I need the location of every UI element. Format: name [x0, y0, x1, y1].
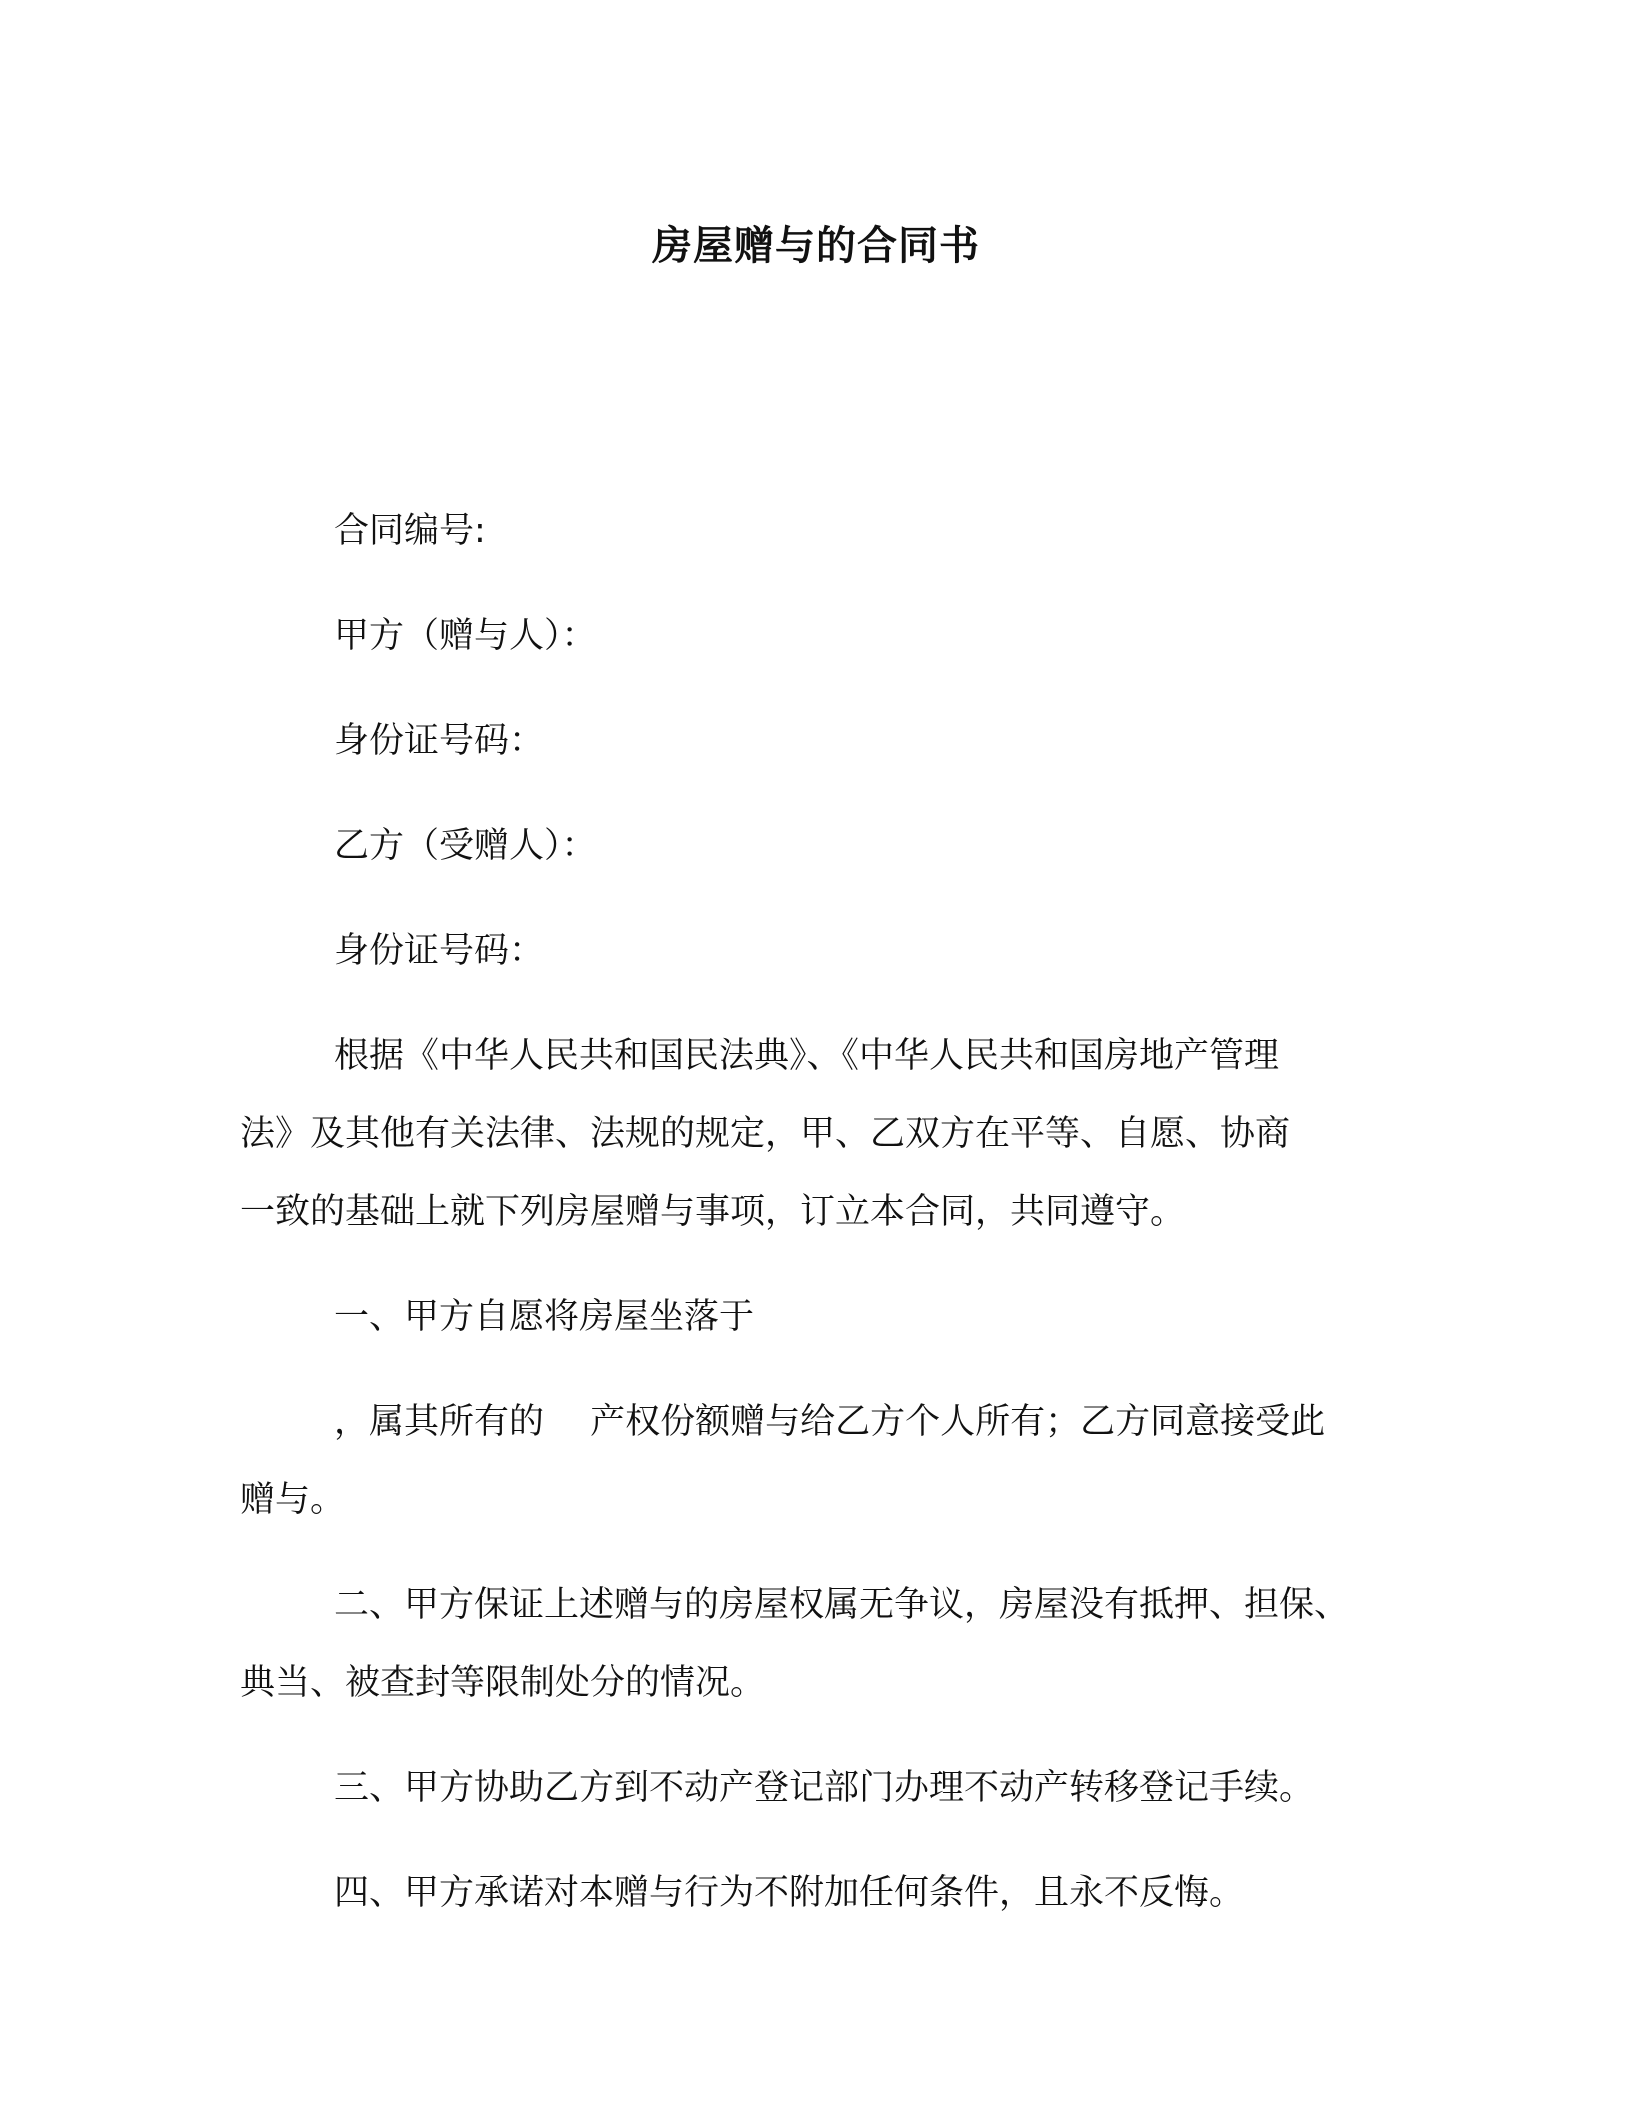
clause-2-line-2: 典当、被查封等限制处分的情况。 — [240, 1663, 766, 1703]
party-a-id-field: 身份证号码： — [334, 721, 545, 761]
party-a-field: 甲方（赠与人）： — [334, 616, 597, 656]
clause-3: 三、甲方协助乙方到不动产登记部门办理不动产转移登记手续。 — [334, 1768, 1315, 1808]
clause-1-continued — [240, 1383, 1410, 1539]
party-b-field: 乙方（受赠人）： — [334, 826, 597, 866]
clause-1: 一、甲方自愿将房屋坐落于 — [334, 1297, 755, 1337]
party-b-id-field: 身份证号码： — [334, 931, 545, 971]
clause-4: 四、甲方承诺对本赠与行为不附加任何条件，且永不反悔。 — [334, 1873, 1245, 1913]
preamble-paragraph — [240, 1017, 1410, 1251]
preamble-line-3: 一致的基础上就下列房屋赠与事项，订立本合同，共同遵守。 — [240, 1192, 1186, 1232]
clause-2-line-1: 二、甲方保证上述赠与的房屋权属无争议，房屋没有抵押、担保、 — [334, 1585, 1350, 1625]
document-body — [240, 492, 1410, 1959]
clause-1b-line-1: ，属其所有的 产权份额赠与给乙方个人所有；乙方同意接受此 — [334, 1402, 1326, 1442]
preamble-line-1: 根据《中华人民共和国民法典》、《中华人民共和国房地产管理 — [334, 1036, 1280, 1076]
document-title: 房屋赠与的合同书 — [652, 223, 980, 269]
contract-number-field: 合同编号: — [334, 511, 486, 551]
clause-2 — [240, 1566, 1410, 1722]
clause-1b-line-2: 赠与。 — [240, 1480, 346, 1520]
preamble-line-2: 法》及其他有关法律、法规的规定，甲、乙双方在平等、自愿、协商 — [240, 1114, 1291, 1154]
